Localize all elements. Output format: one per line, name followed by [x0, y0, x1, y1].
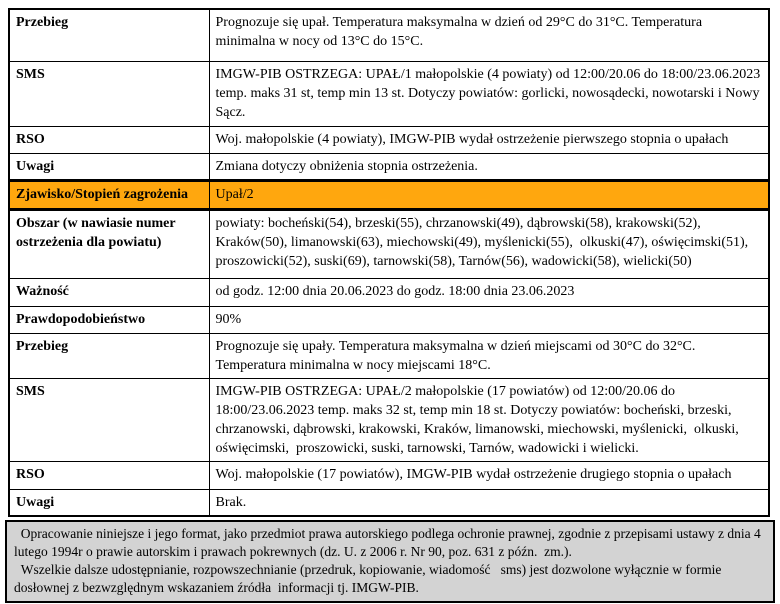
row-value: Prognozuje się upały. Temperatura maksymalna w dzień miejscami od 30°C do 32°C. Temperatura minimalna w nocy miejscami 18°C. [209, 333, 769, 378]
row-value: Brak. [209, 489, 769, 516]
table-row-przebieg-2 [9, 333, 769, 378]
table-row-obszar [9, 209, 769, 278]
row-label: Ważność [9, 278, 209, 306]
table-row-sms-2 [9, 378, 769, 461]
copyright-paragraph-1: Opracowanie niniejsze i jego format, jako przedmiot prawa autorskiego podlega ochronie prawnej, zgodnie z przepisami ustawy z dnia 4 lutego 1994r o prawie autorskim i prawach pokrewnych (dz. U. z 2006 r. Nr 90, poz. 631 z późn. zm.). [14, 526, 765, 559]
row-label: Zjawisko/Stopień zagrożenia [9, 180, 209, 209]
table-row-przebieg-1 [9, 9, 769, 61]
row-value: 90% [209, 306, 769, 333]
row-label: Przebieg [9, 9, 209, 61]
table-row-uwagi-2 [9, 489, 769, 516]
table-row-sms-1 [9, 61, 769, 126]
row-value: powiaty: bocheński(54), brzeski(55), chrzanowski(49), dąbrowski(58), krakowski(52), Kraków(50), limanowski(63), miechowski(49), myślenicki(55), olkuski(47), oświęcimski(51), proszowicki(52), suski(69), tarnowski(58), Tarnów(56), wadowicki(58), wielicki(50) [209, 209, 769, 278]
row-value: Zmiana dotyczy obniżenia stopnia ostrzeżenia. [209, 153, 769, 180]
table-row-hazard-level [9, 180, 769, 209]
row-value: IMGW-PIB OSTRZEGA: UPAŁ/2 małopolskie (17 powiatów) od 12:00/20.06 do 18:00/23.06.2023 temp. maks 32 st, temp min 18 st. Dotyczy powiatów: bocheński, brzeski, chrzanowski, dąbrowski, krakowski, Kraków, limanowski, miechowski, myślenicki, olkuski, oświęcimski, proszowicki, suski, tarnowski, Tarnów, wadowicki i wielicki. [209, 378, 769, 461]
table-row-uwagi-1 [9, 153, 769, 180]
warning-table [8, 8, 770, 517]
row-value: Woj. małopolskie (17 powiatów), IMGW-PIB wydał ostrzeżenie drugiego stopnia o upałach [209, 461, 769, 489]
row-label: RSO [9, 461, 209, 489]
row-value: Woj. małopolskie (4 powiaty), IMGW-PIB wydał ostrzeżenie pierwszego stopnia o upałach [209, 126, 769, 153]
row-label: Uwagi [9, 489, 209, 516]
row-value: Prognozuje się upał. Temperatura maksymalna w dzień od 29°C do 31°C. Temperatura minimalna w nocy od 13°C do 15°C. [209, 9, 769, 61]
row-label: Przebieg [9, 333, 209, 378]
row-value: IMGW-PIB OSTRZEGA: UPAŁ/1 małopolskie (4 powiaty) od 12:00/20.06 do 18:00/23.06.2023 temp. maks 31 st, temp min 13 st. Dotyczy powiatów: gorlicki, nowosądecki, nowotarski i Nowy Sącz. [209, 61, 769, 126]
table-row-rso-2 [9, 461, 769, 489]
copyright-paragraph-2: Wszelkie dalsze udostępnianie, rozpowszechnianie (przedruk, kopiowanie, wiadomość sms) jest dozwolone wyłącznie w formie dosłownej z bezwzględnym wskazaniem źródła informacji tj. IMGW-PIB. [14, 562, 725, 595]
hazard-level-value: Upał/2 [209, 180, 769, 209]
table-row-waznosc [9, 278, 769, 306]
row-label: Prawdopodobieństwo [9, 306, 209, 333]
row-value: od godz. 12:00 dnia 20.06.2023 do godz. 18:00 dnia 23.06.2023 [209, 278, 769, 306]
copyright-notice [5, 520, 775, 603]
row-label: SMS [9, 61, 209, 126]
row-label: RSO [9, 126, 209, 153]
table-row-rso-1 [9, 126, 769, 153]
row-label: Uwagi [9, 153, 209, 180]
row-label: Obszar (w nawiasie numer ostrzeżenia dla powiatu) [9, 209, 209, 278]
table-row-prawdopodobienstwo [9, 306, 769, 333]
row-label: SMS [9, 378, 209, 461]
